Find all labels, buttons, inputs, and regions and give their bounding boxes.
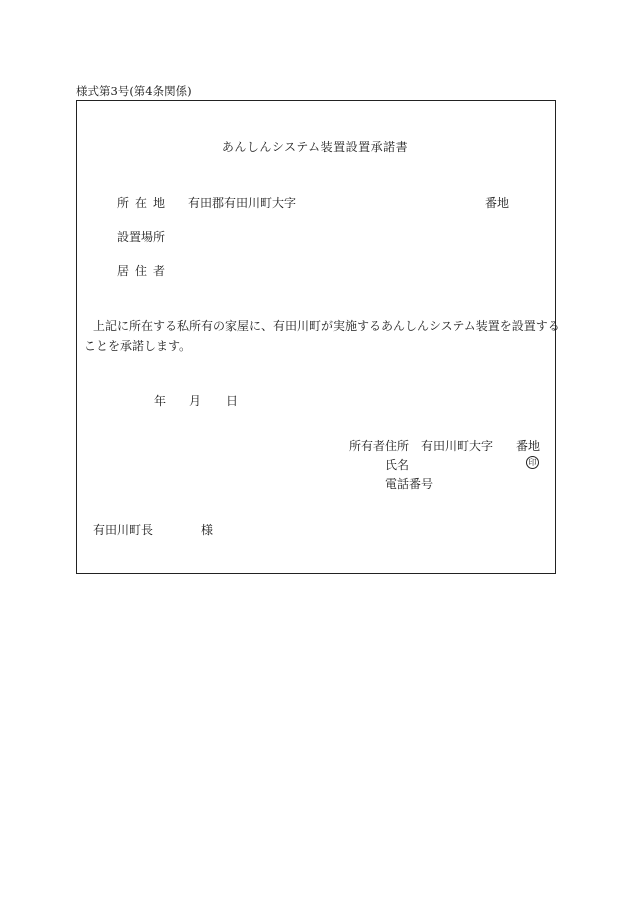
date-month: 月: [189, 394, 202, 408]
consent-text-line1: 上記に所在する私所有の家屋に、有田川町が実施するあんしんシステム装置を設置する: [93, 319, 560, 333]
location-value: 有田郡有田川町大字: [188, 196, 297, 210]
owner-name-label: 氏名: [385, 458, 410, 472]
install-place-label: 設置場所: [117, 230, 166, 244]
document-title: あんしんシステム装置設置承諾書: [221, 140, 409, 154]
form-number-label: 様式第3号(第4条関係): [76, 84, 192, 98]
owner-address-label: 所有者住所: [349, 439, 410, 453]
owner-phone-label: 電話番号: [385, 477, 434, 491]
seal-mark: 印: [526, 456, 539, 469]
location-banchi: 番地: [485, 196, 510, 210]
owner-address-banchi: 番地: [516, 439, 541, 453]
addressee-name: 有田川町長: [93, 523, 154, 537]
location-label: 所在地: [117, 196, 172, 210]
consent-text-line2: ことを承諾します。: [84, 339, 192, 353]
resident-label: 居住者: [117, 264, 172, 278]
date-year: 年: [154, 394, 167, 408]
owner-address-value: 有田川町大字: [421, 439, 494, 453]
form-frame: [76, 100, 556, 574]
date-day: 日: [226, 394, 239, 408]
addressee-honorific: 様: [201, 523, 214, 537]
